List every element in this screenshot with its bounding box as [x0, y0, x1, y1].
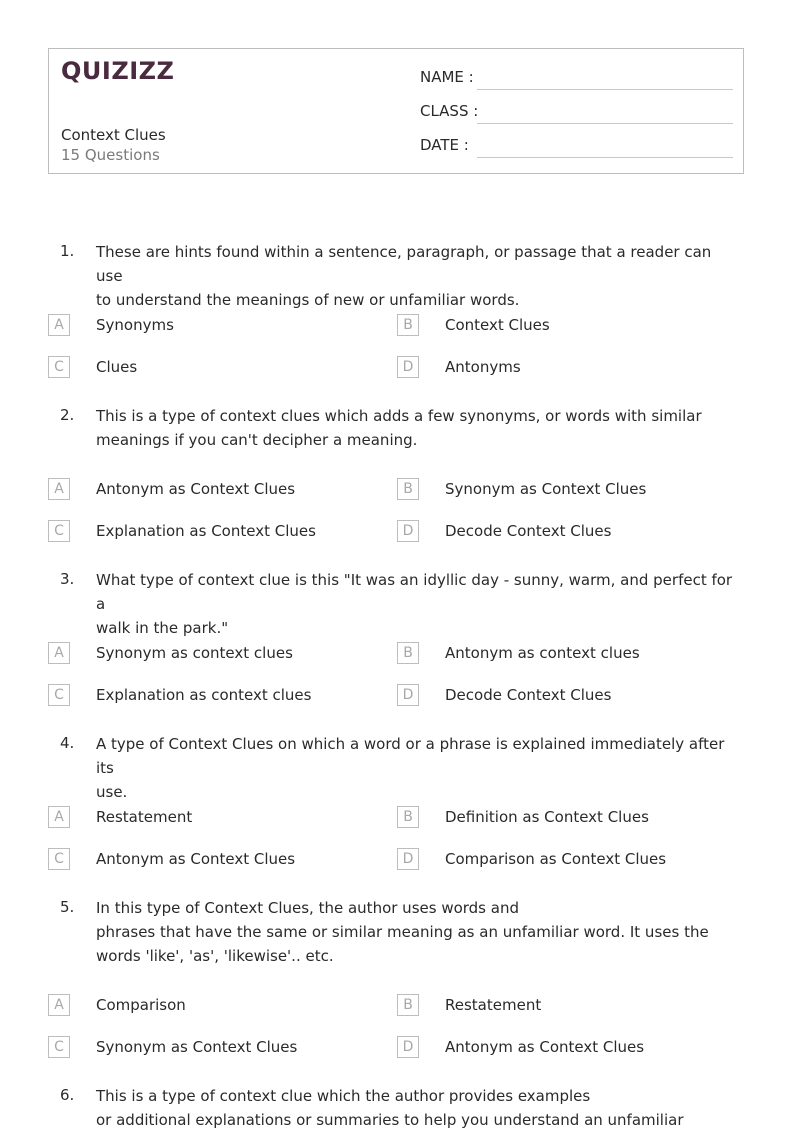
- option-text-d: Antonym as Context Clues: [445, 1038, 645, 1056]
- option-text-d: Antonyms: [445, 358, 521, 376]
- option-box-c[interactable]: C: [48, 356, 70, 378]
- option-box-a[interactable]: A: [48, 478, 70, 500]
- question-line: These are hints found within a sentence, paragraph, or passage that a reader can use: [96, 243, 712, 285]
- option-text-b: Synonym as Context Clues: [445, 480, 647, 498]
- option-text-c: Synonym as Context Clues: [96, 1038, 298, 1056]
- option-text-a: Comparison: [96, 996, 186, 1014]
- option-box-c[interactable]: C: [48, 684, 70, 706]
- option-text-b: Restatement: [445, 996, 542, 1014]
- question-number: 5.: [60, 898, 75, 916]
- question-line: This is a type of context clue which the author provides examples: [96, 1087, 591, 1105]
- option-box-c[interactable]: C: [48, 520, 70, 542]
- option-text-a: Synonyms: [96, 316, 174, 334]
- question-line: use.: [96, 783, 128, 801]
- question-number: 6.: [60, 1086, 75, 1104]
- option-box-a[interactable]: A: [48, 806, 70, 828]
- question-line: In this type of Context Clues, the author uses words and: [96, 899, 519, 917]
- question-count: 15 Questions: [61, 146, 160, 164]
- option-box-b[interactable]: B: [397, 806, 419, 828]
- option-box-c[interactable]: C: [48, 1036, 70, 1058]
- option-box-d[interactable]: D: [397, 848, 419, 870]
- option-box-d[interactable]: D: [397, 684, 419, 706]
- option-text-c: Clues: [96, 358, 138, 376]
- question-text: [96, 404, 736, 452]
- name-line[interactable]: [477, 89, 733, 90]
- option-box-d[interactable]: D: [397, 520, 419, 542]
- option-text-d: Decode Context Clues: [445, 686, 612, 704]
- question-text: [96, 240, 736, 312]
- option-box-b[interactable]: B: [397, 994, 419, 1016]
- question-number: 1.: [60, 242, 75, 260]
- option-box-b[interactable]: B: [397, 642, 419, 664]
- option-box-b[interactable]: B: [397, 314, 419, 336]
- option-box-c[interactable]: C: [48, 848, 70, 870]
- question-text: [96, 1084, 736, 1132]
- option-box-a[interactable]: A: [48, 994, 70, 1016]
- date-label: DATE :: [420, 136, 469, 154]
- option-box-a[interactable]: A: [48, 314, 70, 336]
- name-label: NAME :: [420, 68, 474, 86]
- option-text-b: Antonym as context clues: [445, 644, 640, 662]
- question-text: [96, 732, 736, 804]
- option-box-b[interactable]: B: [397, 478, 419, 500]
- question-line: walk in the park.": [96, 619, 229, 637]
- option-text-d: Decode Context Clues: [445, 522, 612, 540]
- question-line: words 'like', 'as', 'likewise'.. etc.: [96, 947, 334, 965]
- question-line: to understand the meanings of new or unfamiliar words.: [96, 291, 520, 309]
- question-line: A type of Context Clues on which a word or a phrase is explained immediately after its: [96, 735, 725, 777]
- question-number: 3.: [60, 570, 75, 588]
- date-line[interactable]: [477, 157, 733, 158]
- option-text-a: Restatement: [96, 808, 193, 826]
- option-text-a: Antonym as Context Clues: [96, 480, 296, 498]
- option-text-b: Context Clues: [445, 316, 550, 334]
- question-line: This is a type of context clues which adds a few synonyms, or words with similar: [96, 407, 702, 425]
- class-line[interactable]: [477, 123, 733, 124]
- option-text-b: Definition as Context Clues: [445, 808, 649, 826]
- option-box-d[interactable]: D: [397, 356, 419, 378]
- worksheet-title: Context Clues: [61, 126, 166, 144]
- option-text-d: Comparison as Context Clues: [445, 850, 667, 868]
- option-text-a: Synonym as context clues: [96, 644, 293, 662]
- quizizz-logo: QUIZIZZ: [61, 57, 175, 85]
- option-text-c: Antonym as Context Clues: [96, 850, 296, 868]
- option-text-c: Explanation as Context Clues: [96, 522, 316, 540]
- question-text: [96, 568, 736, 640]
- option-box-d[interactable]: D: [397, 1036, 419, 1058]
- question-text: [96, 896, 736, 968]
- question-line: phrases that have the same or similar meaning as an unfamiliar word. It uses the: [96, 923, 709, 941]
- option-text-c: Explanation as context clues: [96, 686, 312, 704]
- option-box-a[interactable]: A: [48, 642, 70, 664]
- worksheet-header: [48, 48, 744, 174]
- question-line: meanings if you can't decipher a meaning.: [96, 431, 418, 449]
- class-label: CLASS :: [420, 102, 479, 120]
- question-number: 2.: [60, 406, 75, 424]
- question-number: 4.: [60, 734, 75, 752]
- question-line: or additional explanations or summaries to help you understand an unfamiliar: [96, 1111, 684, 1129]
- question-line: What type of context clue is this "It was an idyllic day - sunny, warm, and perfect for a: [96, 571, 733, 613]
